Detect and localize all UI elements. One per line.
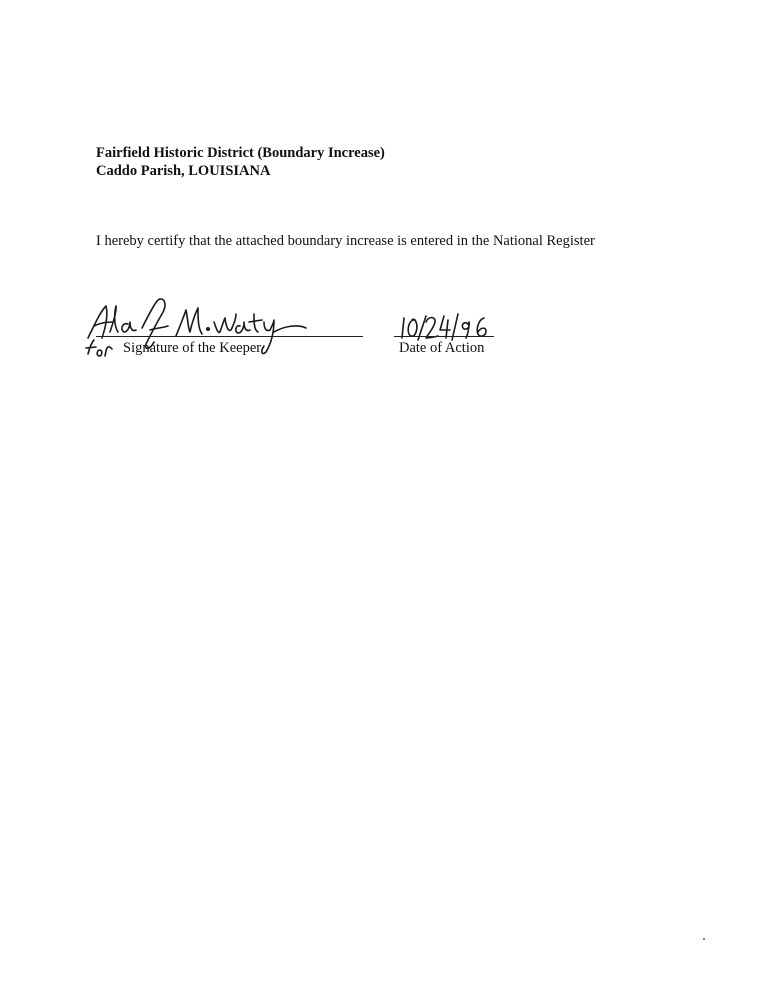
signature-line	[96, 336, 363, 337]
date-label: Date of Action	[399, 340, 485, 356]
parish-state: Caddo Parish, LOUISIANA	[96, 163, 271, 179]
date-line	[394, 336, 494, 337]
certification-statement: I hereby certify that the attached boundary increase is entered in the National Register	[96, 233, 595, 249]
scan-speck	[703, 938, 705, 940]
date-block	[394, 300, 504, 362]
district-title: Fairfield Historic District (Boundary Increase)	[96, 145, 385, 161]
signature-label: Signature of the Keeper	[123, 340, 262, 356]
document-header	[96, 144, 385, 180]
signature-block	[96, 292, 368, 362]
